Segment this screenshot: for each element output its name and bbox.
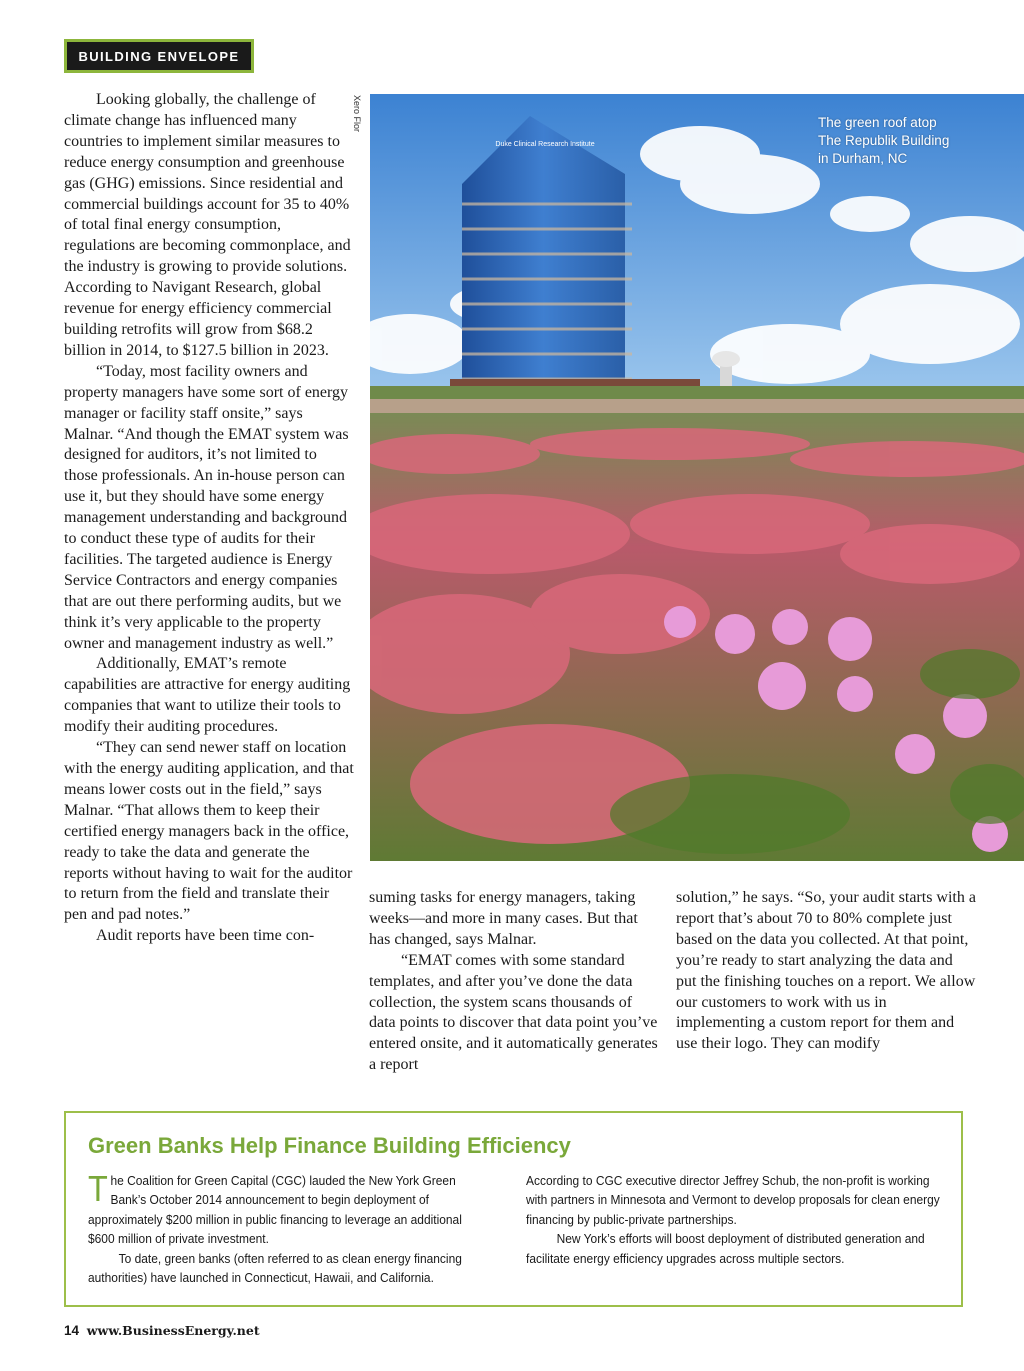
article-paragraph: “They can send newer staff on location with the energy auditing application, and that means lower costs out in the field,” says Malnar. “That allows them to keep their certified energy managers back in the office, ready to take the data and generate the reports without having to wait for the auditor to return from the field and translate their pen and pad notes.” bbox=[64, 739, 354, 924]
article-paragraph: “Today, most facility owners and property managers have some sort of energy manager or facility staff onsite,” says Malnar. “And though the EMAT system was designed for auditors, it’s not limited to those professionals. An in-house person can use it, but they should have some energy management understanding and background to conduct these type of audits for their facilities. The targeted audience is Energy Service Contractors and energy companies that are out there performing audits, but we think it’s very applicable to the property owner and management industry as well.” bbox=[64, 362, 349, 652]
green-roof-photo bbox=[370, 94, 1024, 861]
sidebar-paragraph: According to CGC executive director Jeffrey Schub, the non-profit is working with partners in Minnesota and Vermont to develop proposals for clean energy financing by public-private partnerships. bbox=[526, 1173, 940, 1227]
sidebar-column-2 bbox=[526, 1171, 940, 1268]
caption-line: The Republik Building bbox=[818, 133, 950, 148]
article-paragraph: “EMAT comes with some standard templates, and after you’ve done the data collection, the system scans thousands of data points to discover that data point you’ve entered onsite, and it automatically generates a report bbox=[369, 951, 658, 1074]
article-paragraph: Looking globally, the challenge of climate change has influenced many countries to implement similar measures to reduce energy consumption and greenhouse gas (GHG) emissions. Since residential and commercial buildings account for 35 to 40% of total final energy consumption, regulations are becoming commonplace, and the industry is growing to provide solutions. According to Navigant Research, global revenue for energy efficiency commercial building retrofits will grow from $68.2 billion in 2014, to $127.5 billion in 2023. bbox=[64, 91, 351, 359]
sidebar-paragraph: To date, green banks (often referred to as clean energy financing authorities) have launched in Connecticut, Hawaii, and California. bbox=[88, 1250, 462, 1286]
article-paragraph: suming tasks for energy managers, taking weeks—and more in many cases. But that has changed, says Malnar. bbox=[369, 889, 638, 948]
page-footer bbox=[64, 1323, 260, 1338]
building-sign: Duke Clinical Research Institute bbox=[495, 141, 595, 148]
sidebar-paragraph: New York’s efforts will boost deployment of distributed generation and facilitate energy efficiency upgrades across multiple sectors. bbox=[526, 1231, 925, 1266]
photo-credit-text: Xero Flor bbox=[352, 95, 362, 133]
section-tag: BUILDING ENVELOPE bbox=[64, 39, 254, 73]
sidebar-box bbox=[64, 1111, 963, 1307]
article-paragraph: Additionally, EMAT’s remote capabilities are attractive for energy auditing companies that want to utilize their tools to modify their auditing procedures. bbox=[64, 655, 351, 736]
photo-credit bbox=[352, 95, 370, 155]
article-column-3 bbox=[676, 888, 976, 1055]
footer-url[interactable]: www.BusinessEnergy.net bbox=[86, 1323, 260, 1338]
caption-line: The green roof atop bbox=[818, 115, 937, 130]
article-column-1 bbox=[64, 90, 354, 947]
sidebar-title: Green Banks Help Finance Building Efficiency bbox=[88, 1133, 571, 1158]
article-paragraph: solution,” he says. “So, your audit starts with a report that’s about 70 to 80% complete just based on the data you collected. At that point, you’re ready to start analyzing the data and put the finishing touches on a report. We allow our customers to work with us in implementing a custom report for them and use their logo. They can modify bbox=[676, 889, 976, 1053]
caption-line: in Durham, NC bbox=[818, 151, 908, 166]
sidebar-column-1 bbox=[88, 1168, 489, 1287]
article-column-2 bbox=[369, 888, 659, 1076]
photo-illustration bbox=[370, 94, 1024, 861]
page-number: 14 bbox=[64, 1323, 80, 1338]
sidebar-text: he Coalition for Green Capital (CGC) lauded the New York Green Bank’s October 2014 announcement to begin deployment of approximately $200 million in public financing to leverage an additional $600 million of private investment. bbox=[88, 1173, 462, 1247]
photo-caption bbox=[818, 114, 1018, 168]
drop-cap: T bbox=[88, 1168, 108, 1209]
article-paragraph: Audit reports have been time con- bbox=[96, 927, 315, 945]
sidebar-paragraph bbox=[88, 1168, 489, 1249]
